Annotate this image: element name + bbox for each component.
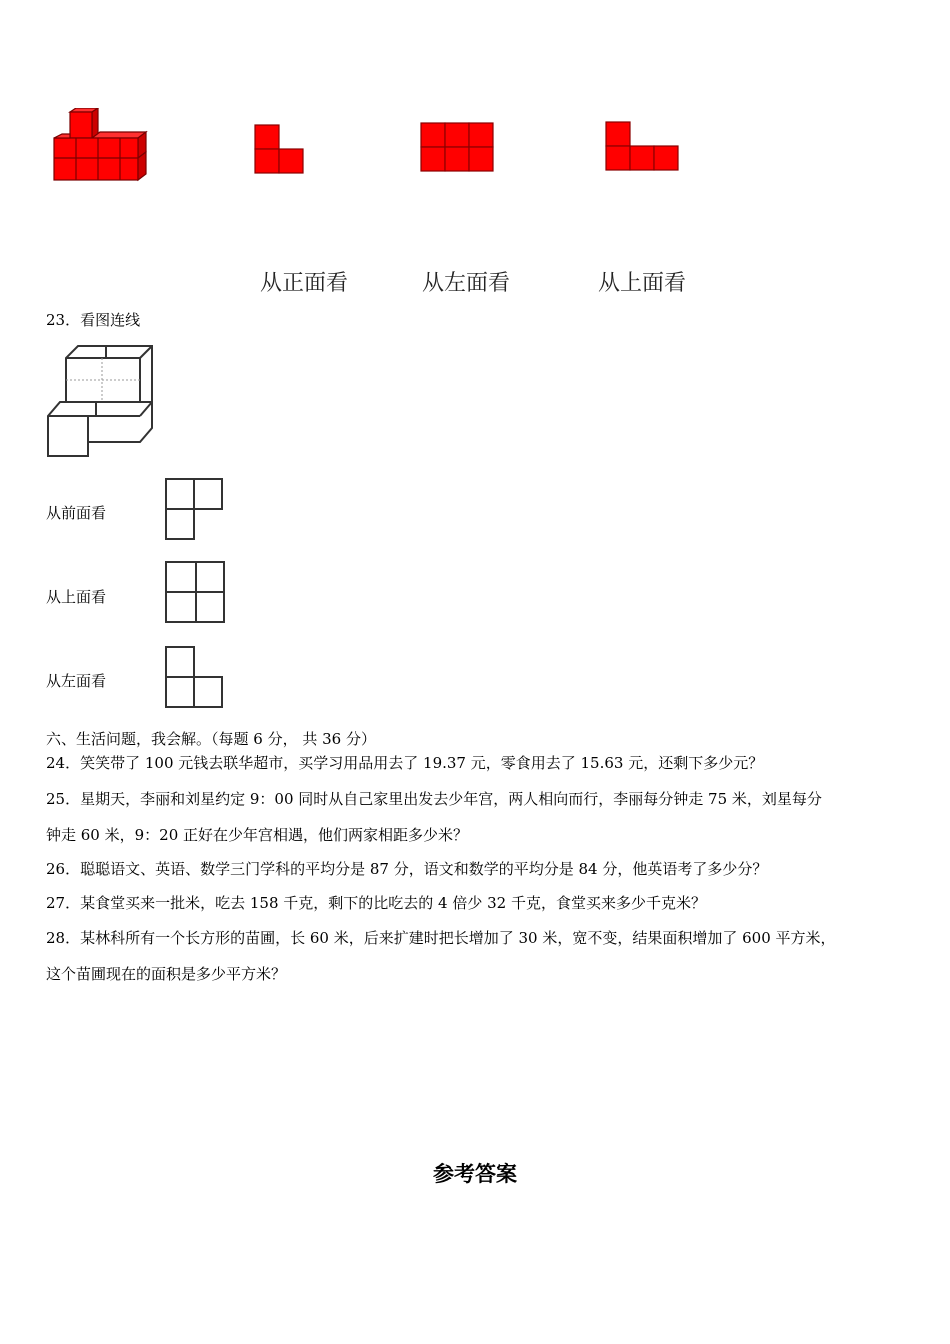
question-27: 27．某食堂买来一批米，吃去 158 千克，剩下的比吃去的 4 倍少 32 千克，食堂买来多少千克米？	[46, 894, 706, 912]
question-28-line1: 28．某林科所有一个长方形的苗圃，长 60 米，后来扩建时把长增加了 30 米，宽不变，结果面积增加了 600 平方米，	[46, 929, 836, 947]
view-label-left: 从左面看	[422, 271, 511, 296]
red-top-view-shape	[605, 121, 681, 173]
view-label-front: 从正面看	[260, 271, 349, 296]
q23-grid-left[interactable]	[164, 645, 226, 711]
q23-row-top-label: 从上面看	[46, 588, 107, 606]
red-left-view-shape	[420, 122, 496, 174]
question-25-line1: 25．星期天，李丽和刘星约定 9：00 同时从自己家里出发去少年宫，两人相向而行，李丽每分钟走 75 米，刘星每分	[46, 790, 822, 808]
answer-title: 参考答案	[433, 1162, 517, 1186]
q23-grid-front[interactable]	[164, 477, 226, 543]
q23-title: 23．看图连线	[46, 311, 141, 329]
q23-grid-top[interactable]	[164, 560, 228, 626]
question-26: 26．聪聪语文、英语、数学三门学科的平均分是 87 分，语文和数学的平均分是 84 分，他英语考了多少分？	[46, 860, 768, 878]
section6-title: 六、生活问题，我会解。（每题 6 分， 共 36 分）	[46, 730, 376, 748]
red-front-view-shape	[254, 124, 306, 176]
question-28-line2: 这个苗圃现在的面积是多少平方米？	[46, 965, 287, 983]
q23-row-left-label: 从左面看	[46, 672, 107, 690]
q23-row-front-label: 从前面看	[46, 504, 107, 522]
question-24: 24．笑笑带了 100 元钱去联华超市，买学习用品用去了 19.37 元，零食用去了 15.63 元，还剩下多少元？	[46, 754, 764, 772]
view-label-top: 从上面看	[598, 271, 687, 296]
red-cube-stack-figure	[52, 108, 152, 184]
outline-cube-figure	[44, 344, 160, 460]
question-25-line2: 钟走 60 米，9：20 正好在少年宫相遇，他们两家相距多少米？	[46, 826, 469, 844]
